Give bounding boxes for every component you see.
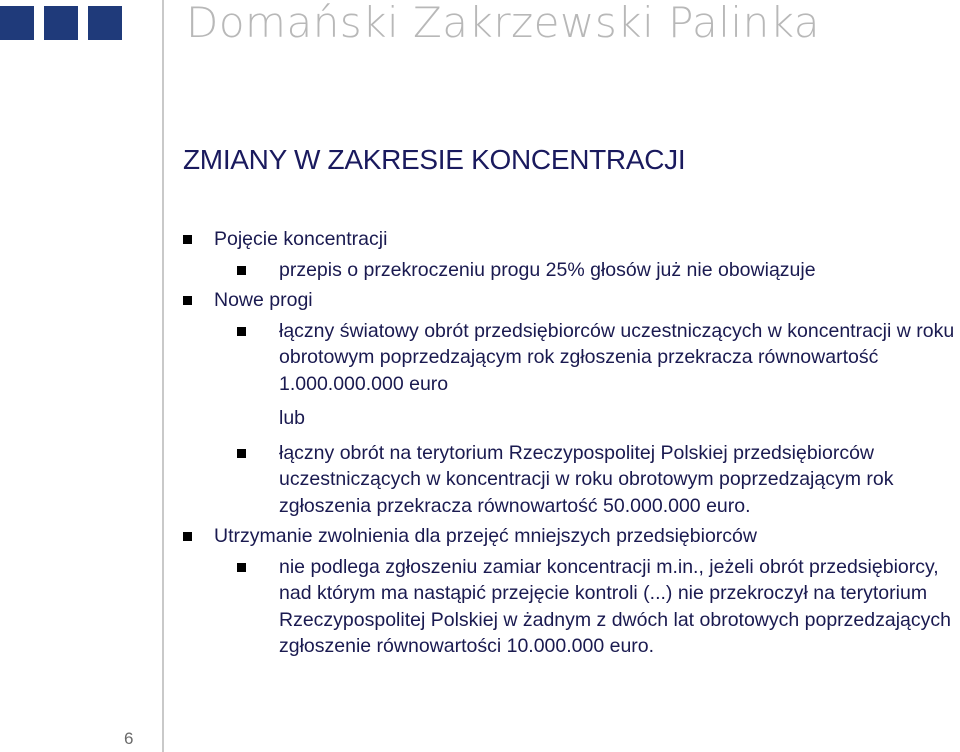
page-number: 6 [124,729,134,748]
list-item-text: nie podlega zgłoszeniu zamiar koncentracji m.in., jeżeli obrót przedsiębiorcy, nad którym ma nastąpić przejęcie kontroli (...) nie przekroczył na terytorium Rzeczypospolitej Polskiej w żadnym z dwóch lat obrotowych poprzedzających zgłoszenie równowartości 10.000.000 euro. [279,555,951,657]
square-bullet-icon [183,532,192,541]
square-bullet-icon [183,296,192,305]
list-item-text: Pojęcie koncentracji [214,228,388,250]
square-bullet-icon [237,327,246,336]
logo-mark [0,6,122,40]
square-bullet-icon [237,266,246,275]
square-bullet-icon [237,449,246,458]
list-item-text: łączny obrót na terytorium Rzeczypospolitej Polskiej przedsiębiorców uczestniczących w koncentracji w roku obrotowym poprzedzającym rok zgłoszenia przekracza równowartość 50.000.000 euro. [279,441,894,517]
connector-text: lub [279,407,306,429]
list-item-text: Utrzymanie zwolnienia dla przejęć mniejszych przedsiębiorców [214,525,757,547]
list-item [183,226,958,253]
slide-title: ZMIANY W ZAKRESIE KONCENTRACJI [183,144,686,175]
list-item [183,554,958,660]
list-item [183,523,958,550]
list-item [183,257,958,284]
logo-square [88,6,122,40]
square-bullet-icon [237,563,246,572]
bullet-list [183,226,958,664]
logo-square [44,6,78,40]
list-item [183,318,958,398]
firm-name: Domański Zakrzewski Palinka [186,0,821,47]
list-item-text: łączny światowy obrót przedsiębiorców uczestniczących w koncentracji w roku obrotowym poprzedzającym rok zgłoszenia przekracza równowartość 1.000.000.000 euro [279,319,955,395]
list-item-text: Nowe progi [214,289,313,311]
list-item-text: przepis o przekroczeniu progu 25% głosów już nie obowiązuje [279,258,816,281]
list-item [183,287,958,314]
square-bullet-icon [183,235,192,244]
divider-line [162,0,164,752]
logo-square [0,6,34,40]
list-item [183,440,958,520]
